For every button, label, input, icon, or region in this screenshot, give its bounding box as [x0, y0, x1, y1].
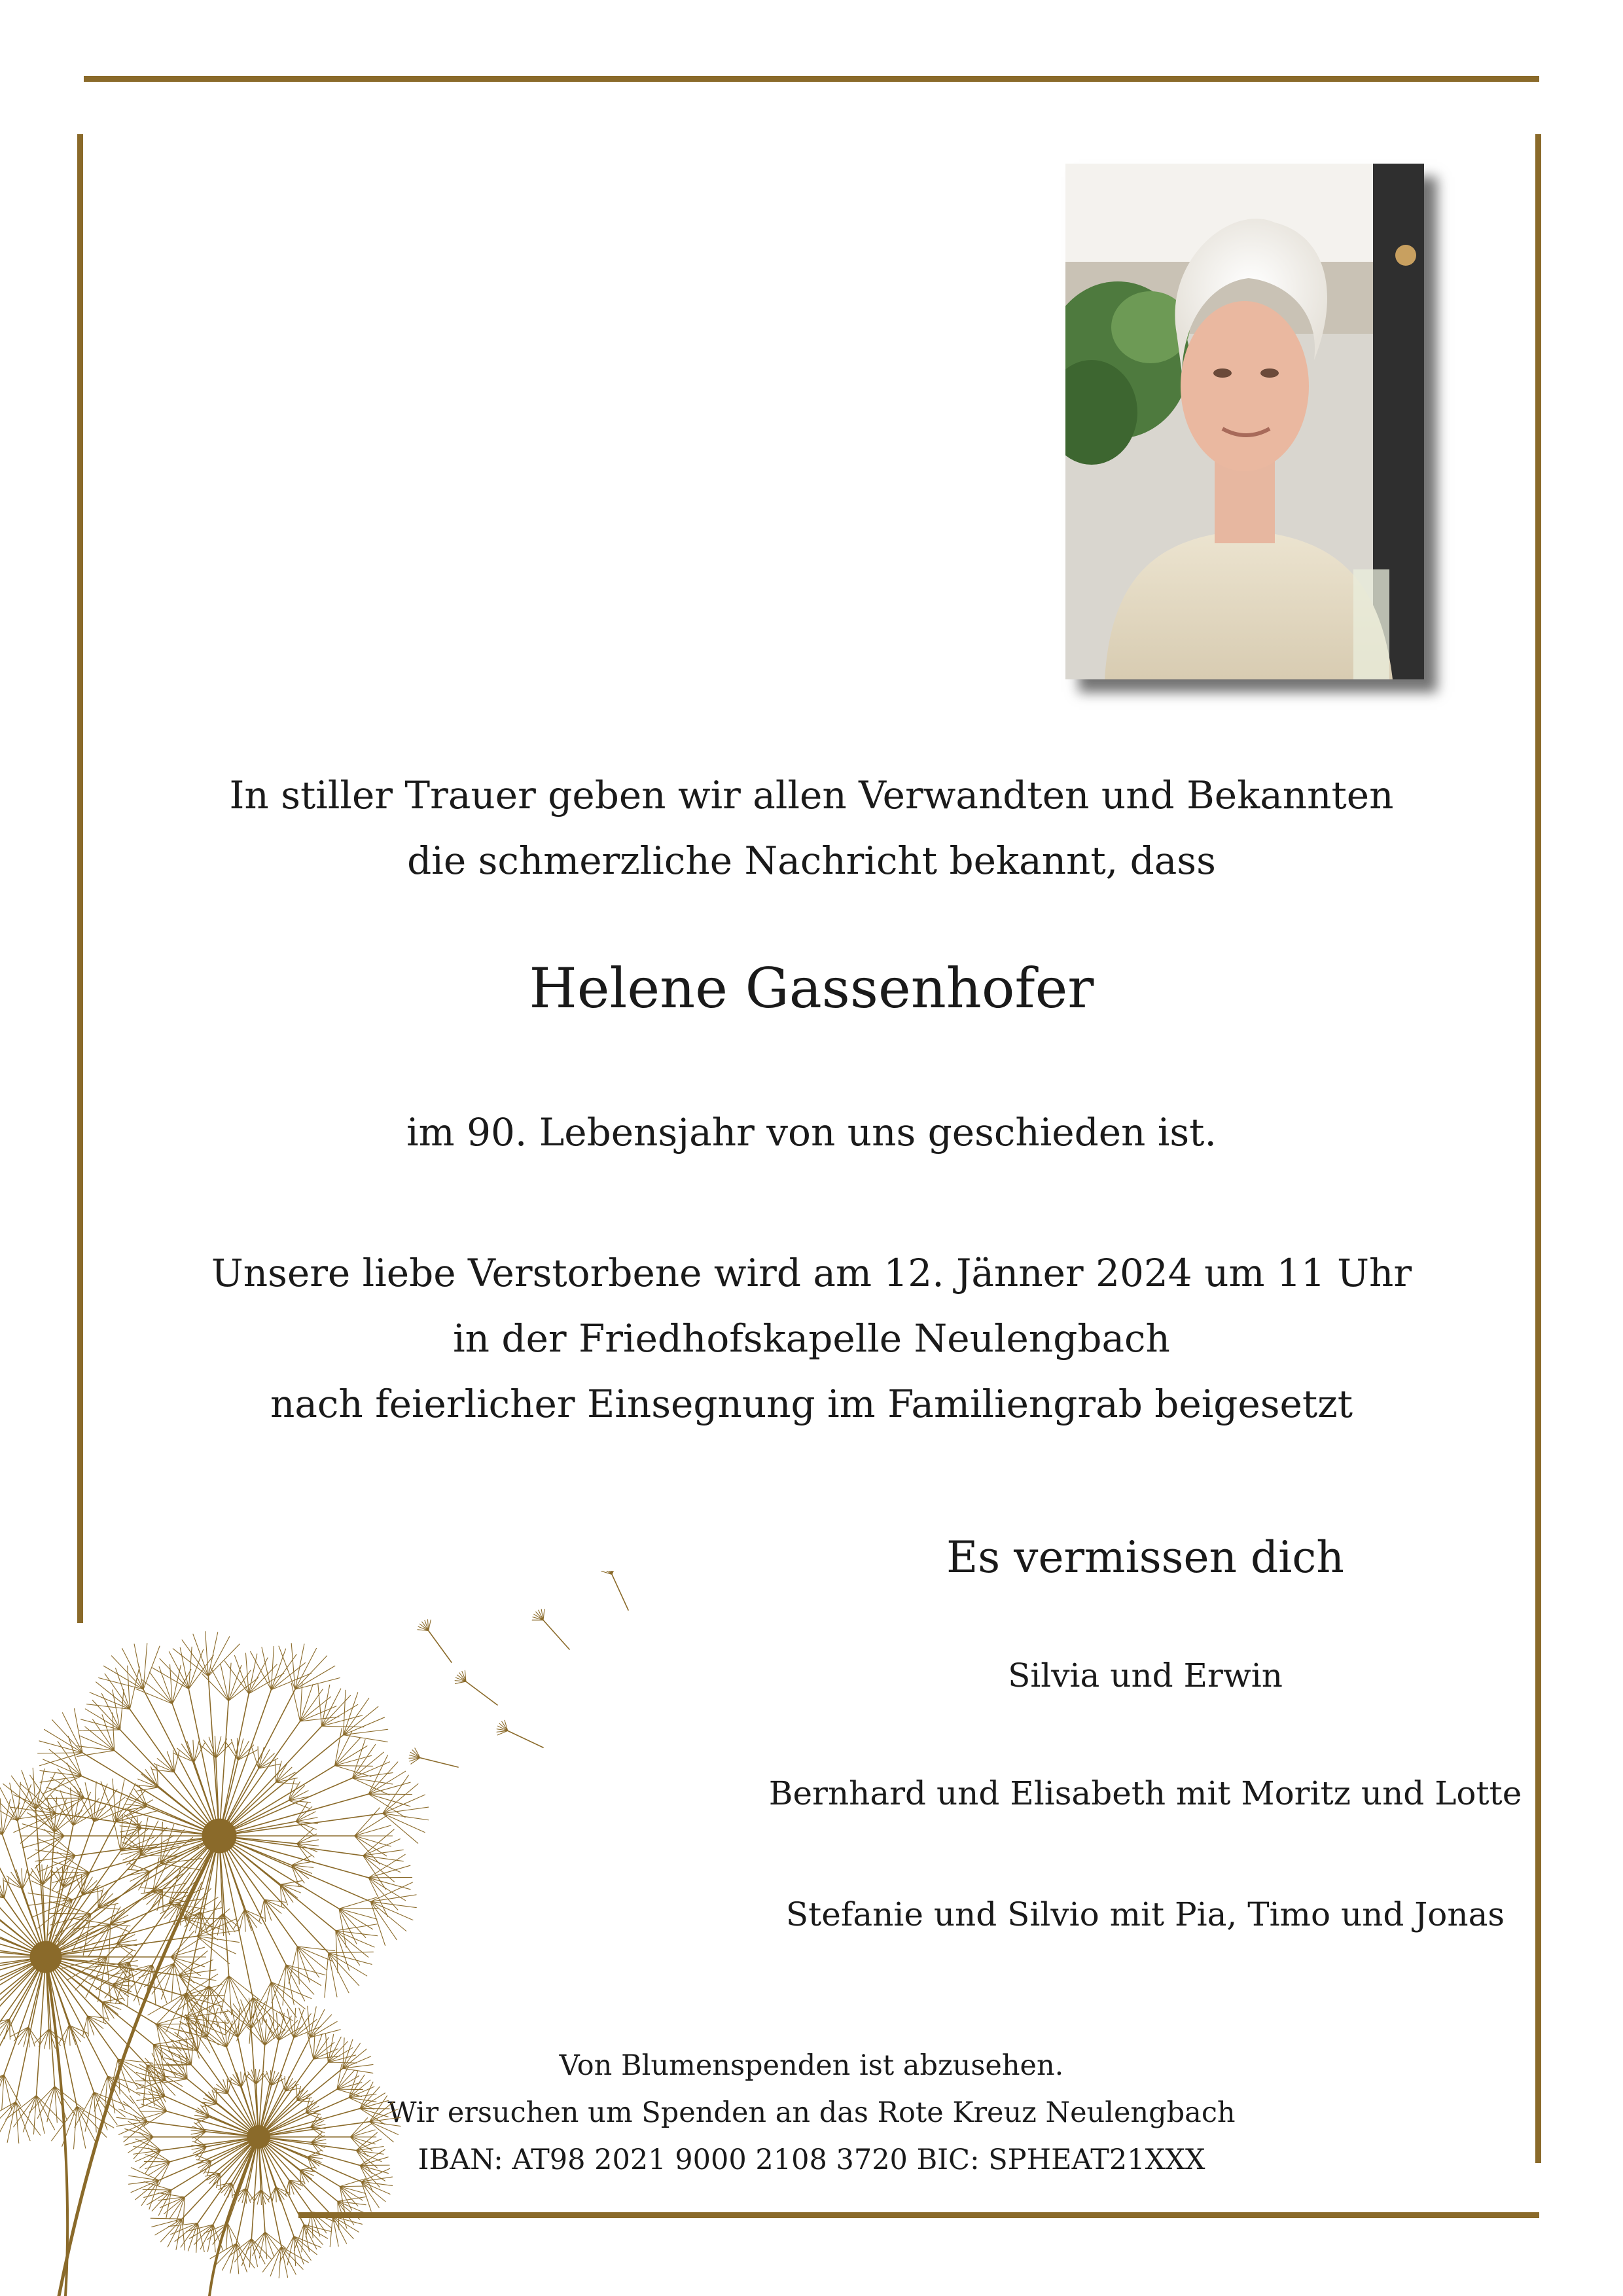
burial-line: nach feierlicher Einsegnung im Familiengrab beigesetzt	[270, 1382, 1353, 1426]
mourner-line: Bernhard und Elisabeth mit Moritz und Lotte	[768, 1774, 1522, 1812]
burial-line: Unsere liebe Verstorbene wird am 12. Jänner 2024 um 11 Uhr	[211, 1251, 1412, 1295]
footer-line: Von Blumenspenden ist abzusehen.	[559, 2049, 1064, 2082]
intro-line: die schmerzliche Nachricht bekannt, dass	[407, 838, 1216, 883]
dandelion-illustration	[0, 1571, 687, 2296]
footer-line: IBAN: AT98 2021 9000 2108 3720 BIC: SPHEAT21XXX	[418, 2144, 1205, 2176]
footer-line: Wir ersuchen um Spenden an das Rote Kreuz Neulengbach	[387, 2096, 1236, 2129]
mourner-line: Stefanie und Silvio mit Pia, Timo und Jonas	[785, 1895, 1505, 1933]
burial-line: in der Friedhofskapelle Neulengbach	[453, 1316, 1170, 1361]
portrait-photo	[1065, 164, 1424, 679]
burial-text	[0, 1240, 1623, 1437]
intro-line: In stiller Trauer geben wir allen Verwandten und Bekannten	[229, 773, 1394, 817]
intro-text	[0, 762, 1623, 893]
age-line: im 90. Lebensjahr von uns geschieden ist.	[406, 1110, 1217, 1155]
deceased-name: Helene Gassenhofer	[529, 956, 1094, 1020]
mourner-line: Silvia und Erwin	[1008, 1657, 1283, 1695]
mourners-heading: Es vermissen dich	[946, 1532, 1344, 1583]
frame-top-rule	[84, 76, 1539, 82]
